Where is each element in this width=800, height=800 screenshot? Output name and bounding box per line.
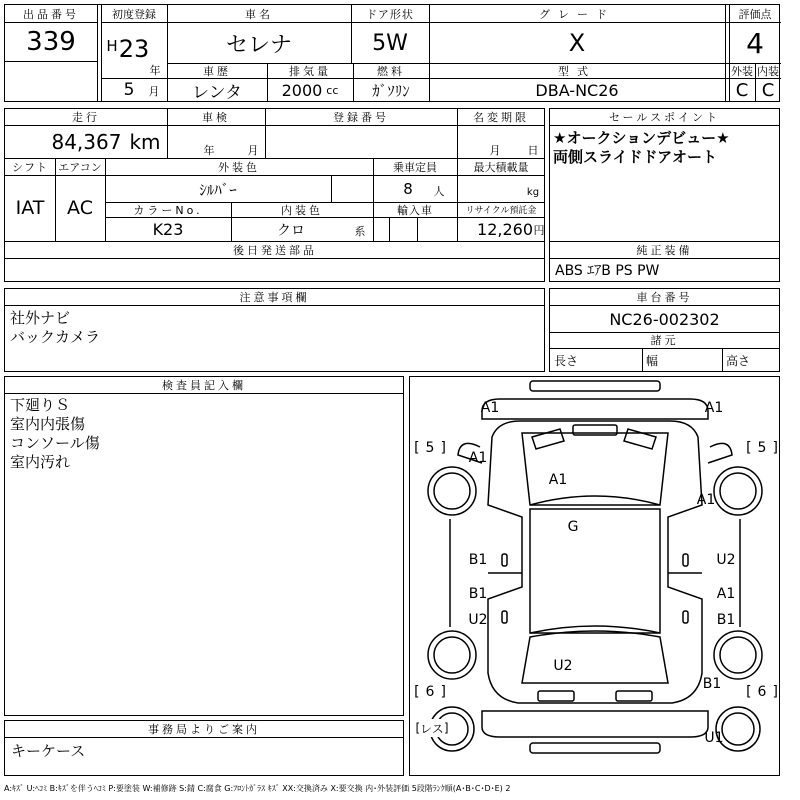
inspection-year-unit: 年 bbox=[203, 144, 215, 157]
ext-color-value: ｼﾙﾊﾞｰ bbox=[199, 180, 237, 199]
displacement-value bbox=[267, 79, 353, 102]
shift-header: シフト bbox=[12, 161, 48, 174]
legend: A:ｷｽﾞ U:ﾍｺﾐ B:ｷｽﾞを伴うﾍｺﾐ P:要塗装 W:補修跡 S:錆 C:腐食 G:ﾌﾛﾝﾄｶﾞﾗｽ ｷｽﾞ XX:交換済み X:要交換 内･外装評価 5段階ﾗﾝｸ順(A･B･C･D･E) 2 bbox=[4, 783, 511, 793]
aircon-header: エアコン bbox=[58, 161, 102, 174]
int-color-value: クロ bbox=[277, 222, 305, 239]
mark-front-left: A1 bbox=[480, 400, 500, 416]
int-color-unit: 系 bbox=[354, 225, 366, 238]
capacity-header: 乗車定員 bbox=[393, 161, 437, 174]
notes-header: 注意事項欄 bbox=[239, 291, 310, 304]
displacement-unit: cc bbox=[326, 84, 339, 97]
mileage-unit: km bbox=[129, 130, 161, 154]
inspector-text bbox=[10, 396, 100, 472]
tire-rear-left-value: 6 bbox=[425, 684, 435, 700]
vehicle-info-block bbox=[4, 4, 780, 102]
load-unit: kg bbox=[526, 186, 540, 198]
notes-text bbox=[10, 309, 100, 347]
sales-point-text bbox=[553, 129, 730, 167]
mileage-number: 84,367 bbox=[51, 130, 122, 154]
interior-grade-value: C bbox=[761, 80, 775, 101]
mark-quarter-right: B1 bbox=[702, 676, 722, 692]
spare-value: レス bbox=[420, 721, 444, 736]
tire-rear-left-label: [ 6 ] bbox=[414, 684, 446, 700]
mark-rear-door-right-1: A1 bbox=[716, 586, 736, 602]
era-value: H bbox=[106, 37, 118, 55]
recycle-value: 12,260 bbox=[477, 220, 533, 239]
grade-header: グレード bbox=[539, 7, 615, 21]
capacity-unit: 人 bbox=[433, 185, 445, 198]
history-header: 車歴 bbox=[203, 64, 231, 78]
tire-front-right-label: [ 5 ] bbox=[746, 440, 778, 456]
first-reg-header: 初度登録 bbox=[112, 7, 156, 21]
month-value: 5 bbox=[123, 80, 135, 100]
year-unit: 年 bbox=[149, 64, 161, 77]
office-block bbox=[4, 720, 404, 776]
mileage-header: 走行 bbox=[72, 111, 100, 124]
tire-rear-right-value: 6 bbox=[757, 684, 767, 700]
inspector-line: 室内内張傷 bbox=[10, 415, 86, 433]
office-header: 事務局よりご案内 bbox=[148, 723, 260, 736]
import-header: 輸入車 bbox=[397, 203, 433, 217]
spec-block bbox=[4, 108, 545, 282]
chassis-header: 車台番号 bbox=[636, 291, 693, 304]
exterior-header: 外装 bbox=[731, 64, 753, 78]
notes-block bbox=[4, 288, 545, 372]
inspector-header: 検査員記入欄 bbox=[162, 379, 246, 392]
inspector-line: 室内汚れ bbox=[10, 453, 71, 471]
displacement-number: 2000 bbox=[281, 81, 323, 100]
ext-color-header: 外装色 bbox=[218, 161, 260, 174]
fuel-header: 燃料 bbox=[377, 64, 405, 78]
equipment-header: 純正装備 bbox=[636, 244, 693, 257]
mark-front-door-right: U2 bbox=[716, 552, 736, 568]
interior-header: 内装 bbox=[757, 64, 779, 78]
sales-point-block bbox=[549, 108, 780, 282]
lot-no-value: 339 bbox=[26, 27, 76, 57]
mark-rear-door-left-2: U2 bbox=[468, 612, 488, 628]
max-load-header: 最大積載量 bbox=[473, 161, 529, 174]
reg-no-header: 登録番号 bbox=[333, 111, 389, 124]
mark-rear-bumper: U1 bbox=[704, 730, 724, 746]
door-header: ドア形状 bbox=[366, 7, 414, 21]
sales-point-line: 両側スライドドアオート bbox=[553, 148, 717, 166]
door-value: 5W bbox=[372, 30, 408, 56]
inspection-header: 車検 bbox=[202, 111, 230, 124]
recycle-header: リサイクル預託金 bbox=[465, 206, 537, 216]
mark-windshield: A1 bbox=[548, 472, 568, 488]
lot-no-header: 出品番号 bbox=[23, 7, 79, 21]
inspector-block bbox=[4, 376, 404, 716]
expiry-header: 名変期限 bbox=[473, 111, 529, 124]
fuel-value: ｶﾞｿﾘﾝ bbox=[372, 82, 410, 100]
width-label: 幅 bbox=[646, 353, 659, 368]
mark-front-right: A1 bbox=[704, 400, 724, 416]
aircon-value: AC bbox=[67, 197, 93, 219]
chassis-value: NC26-002302 bbox=[609, 309, 720, 329]
mark-fender-left: A1 bbox=[468, 450, 488, 466]
score-value: 4 bbox=[746, 26, 764, 60]
chassis-block bbox=[549, 288, 780, 372]
damage-diagram bbox=[409, 376, 780, 776]
tire-front-left-value: 5 bbox=[425, 440, 435, 456]
expiry-day-unit: 日 bbox=[527, 144, 539, 157]
tire-front-right-value: 5 bbox=[757, 440, 767, 456]
mark-rear-door-left-1: B1 bbox=[468, 586, 488, 602]
year-value: 23 bbox=[119, 35, 149, 63]
tire-front-left-label: [ 5 ] bbox=[414, 440, 446, 456]
capacity-value: 8 bbox=[403, 180, 413, 198]
month-unit: 月 bbox=[148, 85, 160, 98]
shift-value: IAT bbox=[15, 197, 45, 219]
color-no-value: K23 bbox=[152, 220, 184, 239]
mileage-value bbox=[5, 126, 167, 158]
height-label: 高さ bbox=[726, 353, 751, 368]
equipment-value: ABS ｴｱB PS PW bbox=[555, 263, 660, 279]
model-code-value: DBA-NC26 bbox=[535, 81, 619, 100]
mark-front-door-left: B1 bbox=[468, 552, 488, 568]
displacement-header: 排気量 bbox=[289, 64, 331, 78]
recycle-unit: 円 bbox=[533, 224, 545, 237]
history-value: レンタ bbox=[192, 83, 242, 102]
score-header: 評価点 bbox=[738, 7, 772, 21]
color-no-header: カラーNo. bbox=[133, 203, 203, 217]
car-outline bbox=[410, 377, 779, 775]
int-color-header: 内装色 bbox=[281, 203, 323, 217]
inspector-line: コンソール傷 bbox=[10, 434, 100, 452]
mark-rear-glass: U2 bbox=[553, 658, 573, 674]
later-parts-header: 後日発送部品 bbox=[233, 244, 317, 257]
inspector-line: 下廻りＳ bbox=[10, 396, 71, 414]
sales-point-header: セールスポイント bbox=[608, 111, 720, 124]
model-code-header: 型式 bbox=[558, 64, 596, 78]
note-line: バックカメラ bbox=[10, 328, 101, 346]
tire-rear-right-label: [ 6 ] bbox=[746, 684, 778, 700]
dimensions-header: 諸元 bbox=[650, 334, 679, 347]
mark-fender-right: A1 bbox=[696, 492, 716, 508]
note-line: 社外ナビ bbox=[10, 309, 71, 327]
inspection-month-unit: 月 bbox=[247, 144, 259, 157]
length-label: 長さ bbox=[554, 353, 579, 368]
mark-rear-door-right-2: B1 bbox=[716, 612, 736, 628]
spare-label: [ レス ] bbox=[415, 721, 449, 736]
grade-value: X bbox=[568, 29, 586, 57]
sales-point-line: ★オークションデビュー★ bbox=[553, 129, 730, 147]
mark-roof: G bbox=[567, 519, 579, 535]
car-name-value: セレナ bbox=[225, 32, 292, 58]
office-note: キーケース bbox=[11, 741, 86, 760]
expiry-month-unit: 月 bbox=[489, 144, 501, 157]
car-name-header: 車名 bbox=[245, 7, 273, 21]
exterior-grade-value: C bbox=[735, 80, 749, 101]
